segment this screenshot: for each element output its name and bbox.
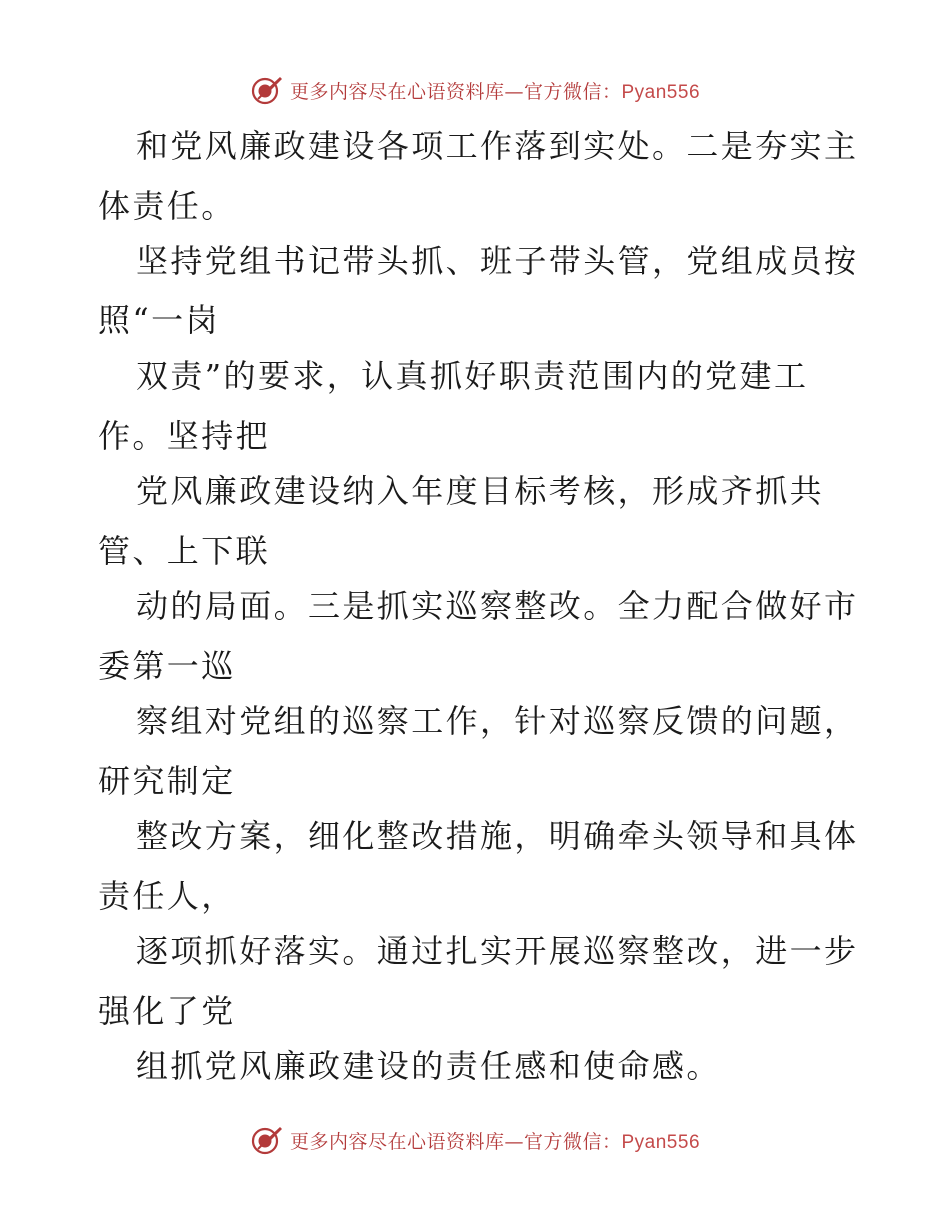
header-banner-text: 更多内容尽在心语资料库—官方微信：Pyan556 xyxy=(289,80,701,103)
text-line: 和党风廉政建设各项工作落到实处。二是夯实主 xyxy=(136,127,859,165)
text-line: 坚持党组书记带头抓、班子带头管，党组成员按 xyxy=(136,242,859,280)
wechat-id: Pyan556 xyxy=(621,1131,701,1153)
text-line: 强化了党 xyxy=(98,992,236,1030)
text-line: 组抓党风廉政建设的责任感和使命感。 xyxy=(136,1047,721,1085)
text-line: 逐项抓好落实。通过扎实开展巡察整改，进一步 xyxy=(136,932,859,970)
text-line: 双责”的要求，认真抓好职责范围内的党建工 xyxy=(136,357,809,395)
text-line: 责任人， xyxy=(98,877,236,915)
text-line: 管、上下联 xyxy=(98,532,271,570)
wechat-id: Pyan556 xyxy=(621,81,701,103)
text-line: 体责任。 xyxy=(98,187,236,225)
text-line: 整改方案，细化整改措施，明确牵头领导和具体 xyxy=(136,817,859,855)
quill-pen-seal-icon xyxy=(250,1123,284,1157)
text-line: 研究制定 xyxy=(98,762,236,800)
footer-banner xyxy=(0,1122,950,1158)
text-line: 委第一巡 xyxy=(98,647,236,685)
text-line: 动的局面。三是抓实巡察整改。全力配合做好市 xyxy=(136,587,859,625)
text-line: 作。坚持把 xyxy=(98,417,271,455)
text-line: 党风廉政建设纳入年度目标考核，形成齐抓共 xyxy=(136,472,825,510)
footer-banner-text: 更多内容尽在心语资料库—官方微信：Pyan556 xyxy=(289,1130,701,1153)
text-line: 照“一岗 xyxy=(98,301,220,339)
text-line: 察组对党组的巡察工作，针对巡察反馈的问题， xyxy=(136,702,859,740)
